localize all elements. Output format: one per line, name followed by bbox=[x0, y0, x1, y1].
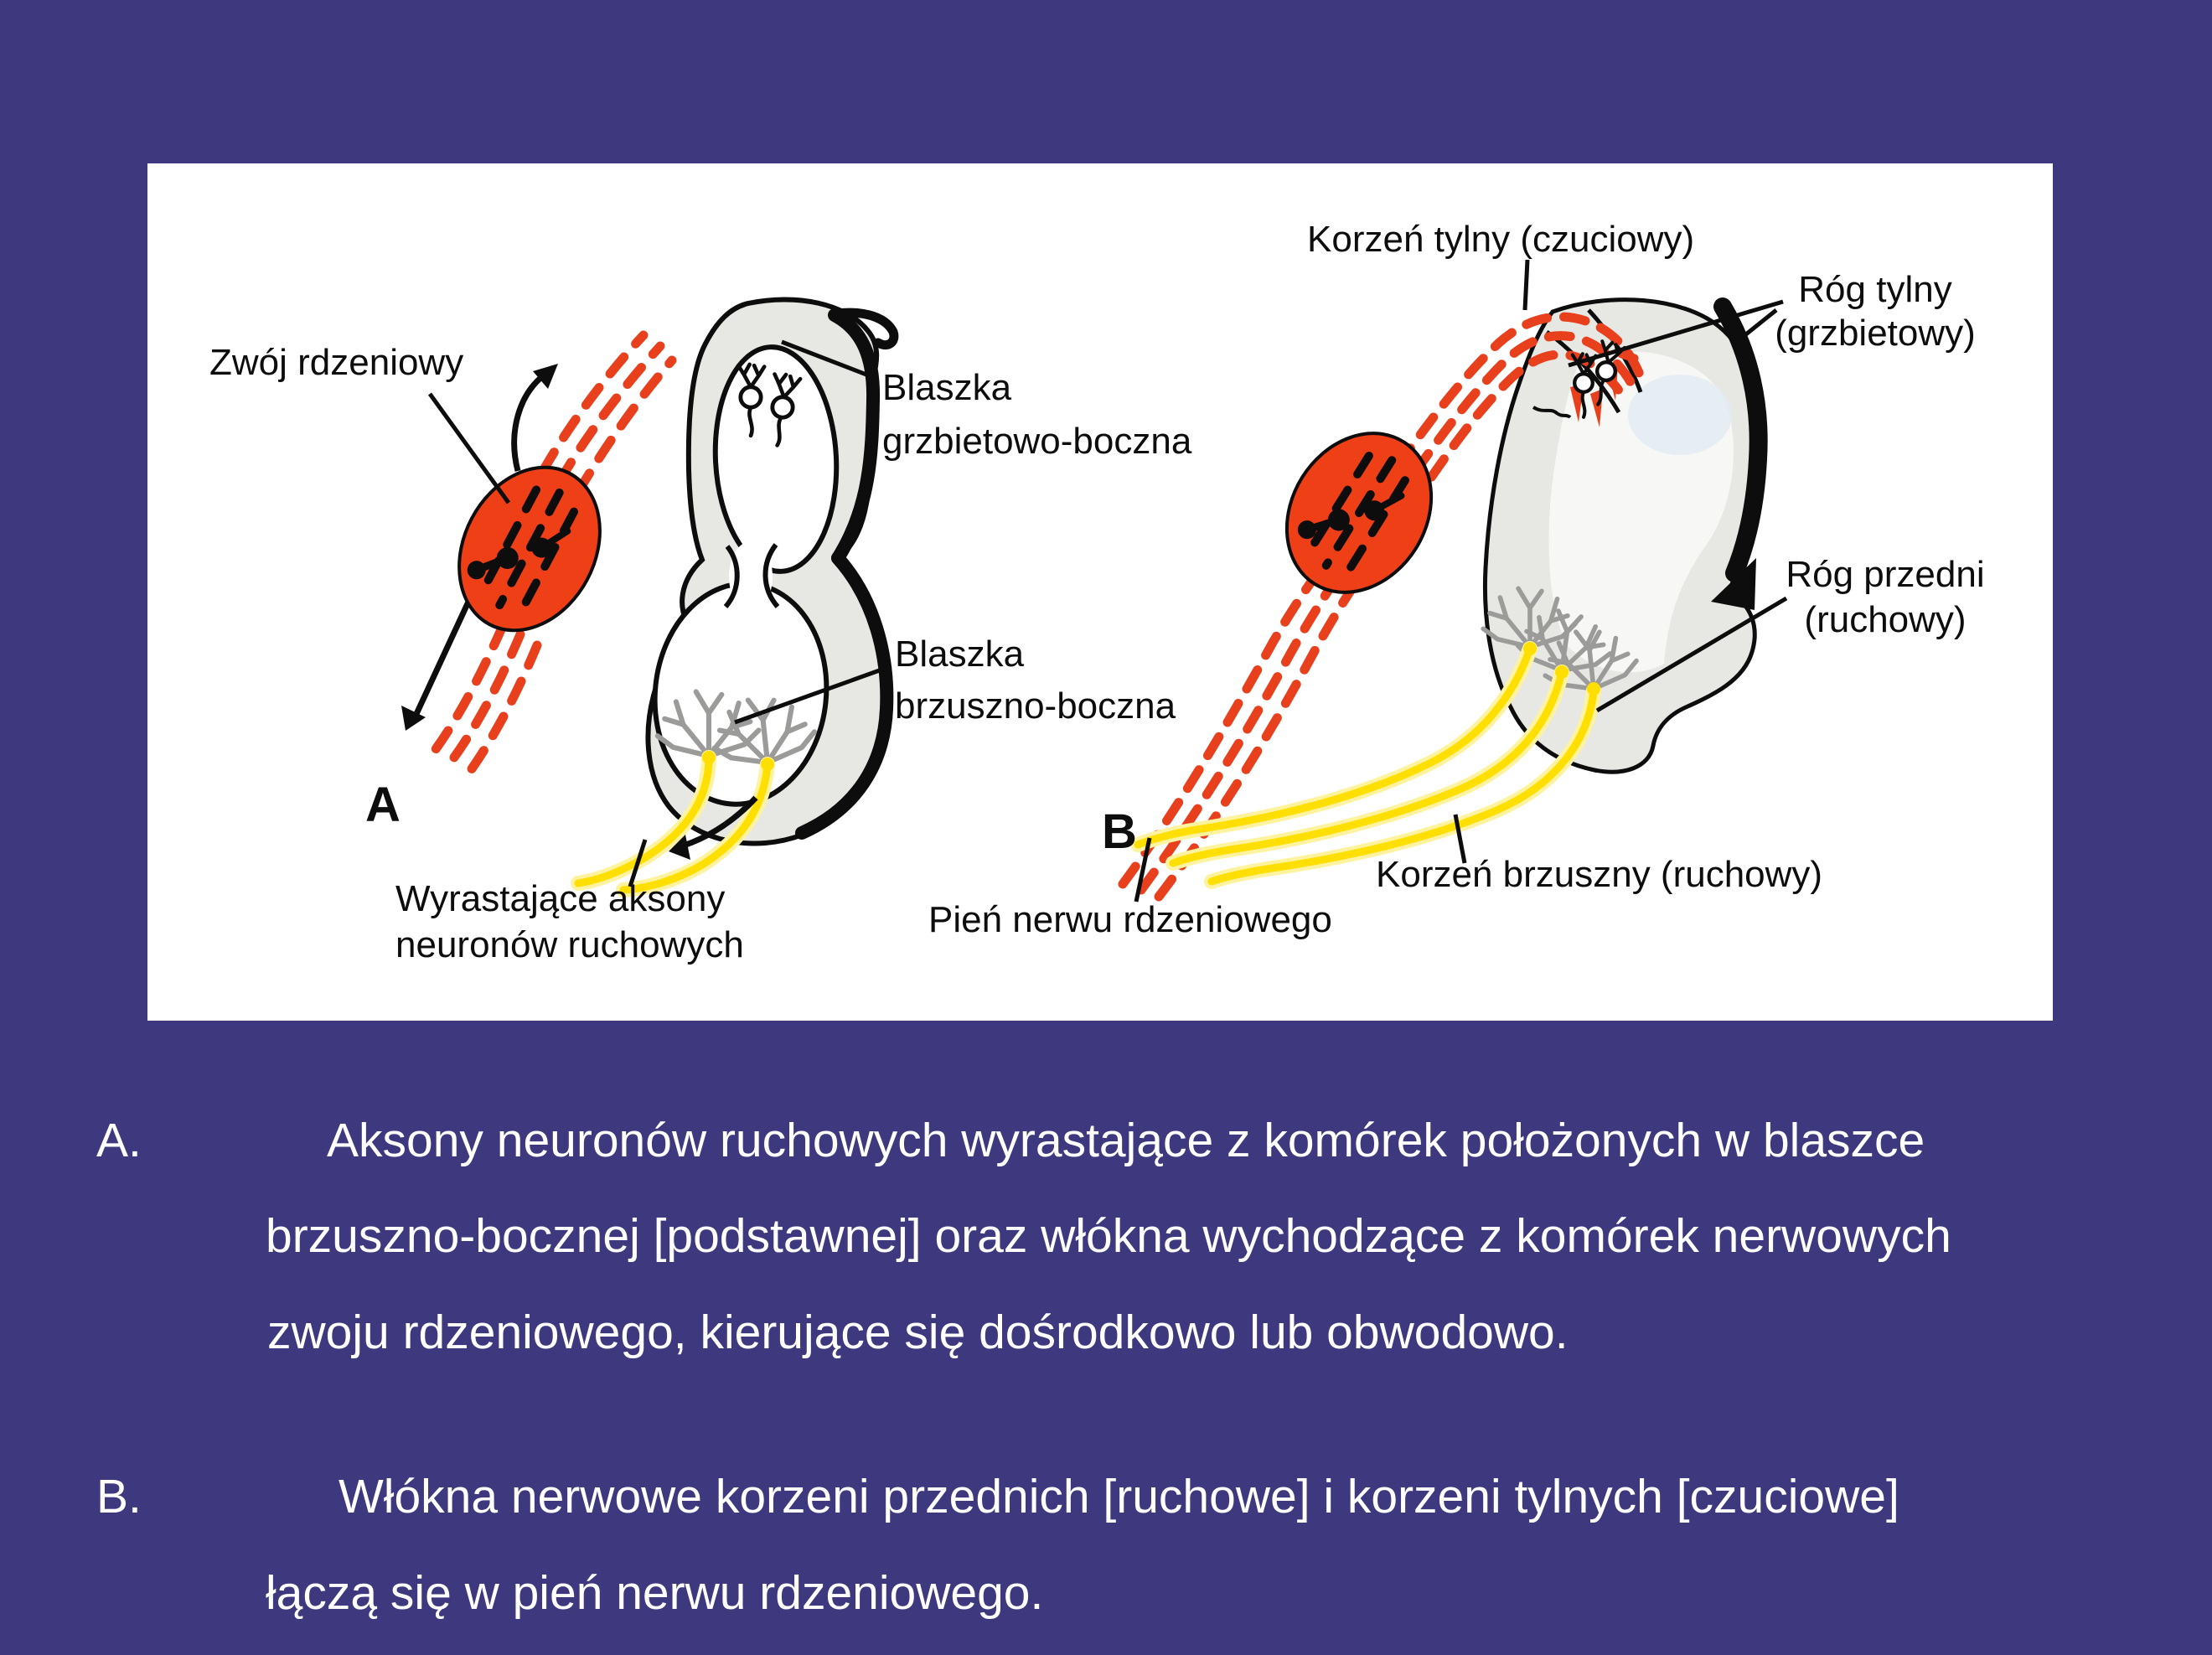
label-wyrastajace-2: neuronów ruchowych bbox=[395, 924, 744, 965]
label-wyrastajace-1: Wyrastające aksony bbox=[395, 878, 726, 919]
label-rog-tylny-2: (grzbietowy) bbox=[1775, 313, 1976, 354]
caption-a-marker: A. bbox=[96, 1114, 142, 1167]
label-blaszka-brzuszna-1: Blaszka bbox=[895, 634, 1025, 675]
label-rog-tylny-1: Róg tylny bbox=[1798, 269, 1952, 310]
label-korzen-tylny: Korzeń tylny (czuciowy) bbox=[1307, 219, 1695, 260]
caption-b-marker: B. bbox=[96, 1470, 142, 1523]
caption-a-line: Aksony neuronów ruchowych wyrastające z komórek położonych w blaszce bbox=[327, 1114, 1925, 1167]
label-blaszka-grzbietowa-2: grzbietowo-boczna bbox=[882, 421, 1192, 462]
label-rog-przedni-2: (ruchowy) bbox=[1804, 599, 1967, 640]
label-blaszka-brzuszna-2: brzuszno-boczna bbox=[895, 685, 1176, 727]
figure-letter-b: B bbox=[1102, 804, 1137, 859]
label-blaszka-grzbietowa-1: Blaszka bbox=[882, 367, 1012, 408]
caption-b-line: Włókna nerwowe korzeni przednich [ruchowe] i korzeni tylnych [czuciowe] bbox=[339, 1470, 1899, 1523]
caption-a-line: zwoju rdzeniowego, kierujące się dośrodkowo lub obwodowo. bbox=[267, 1306, 1569, 1359]
label-korzen-brzuszny: Korzeń brzuszny (ruchowy) bbox=[1376, 854, 1823, 895]
label-pien: Pień nerwu rdzeniowego bbox=[928, 899, 1332, 940]
label-rog-przedni-1: Róg przedni bbox=[1786, 554, 1985, 595]
leader-korzen-tylny bbox=[1525, 260, 1527, 310]
label-zwoj-rdzeniowy: Zwój rdzeniowy bbox=[209, 342, 464, 383]
cord-tint bbox=[1628, 375, 1732, 455]
caption-a-line: brzuszno-bocznej [podstawnej] oraz włókna wychodzące z komórek nerwowych bbox=[266, 1209, 1951, 1263]
caption-b-line: łączą się w pień nerwu rdzeniowego. bbox=[266, 1566, 1044, 1620]
figure-letter-a: A bbox=[365, 778, 401, 832]
